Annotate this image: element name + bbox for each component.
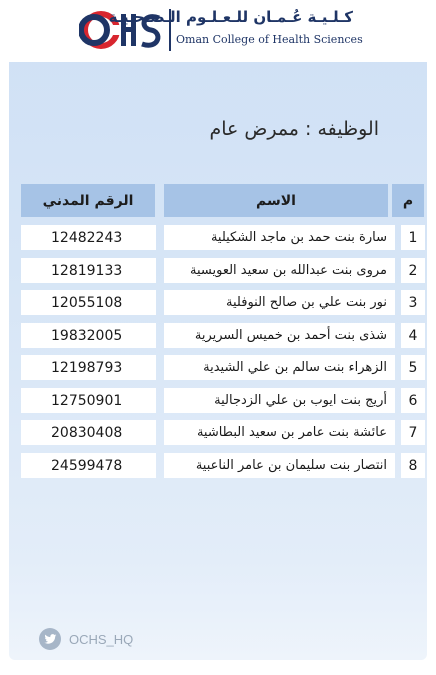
candidate-name: عائشة بنت عامر بن سعيد البطاشية — [164, 420, 395, 445]
civil-id: 12482243 — [21, 225, 156, 250]
row-number: 8 — [401, 453, 425, 478]
college-name-english: Oman College of Health Sciences — [176, 33, 363, 46]
candidate-name: نور بنت علي بن صالح النوفلية — [164, 290, 395, 315]
row-number: 1 — [401, 225, 425, 250]
candidate-name: الزهراء بنت سالم بن علي الشيدية — [164, 355, 395, 380]
row-number: 4 — [401, 323, 425, 348]
row-number: 2 — [401, 258, 425, 283]
civil-id: 12198793 — [21, 355, 156, 380]
candidate-name: سارة بنت حمد بن ماجد الشكيلية — [164, 225, 395, 250]
announcement-card — [9, 0, 427, 660]
row-number: 5 — [401, 355, 425, 380]
footer — [39, 628, 133, 650]
column-header-name: الاسم — [164, 184, 388, 217]
civil-id: 12055108 — [21, 290, 156, 315]
civil-id: 12750901 — [21, 388, 156, 413]
candidate-name: أريج بنت ايوب بن علي الزدجالية — [164, 388, 395, 413]
candidate-name: شذى بنت أحمد بن خميس السريرية — [164, 323, 395, 348]
candidate-name: مروى بنت عبدالله بن سعيد العويسية — [164, 258, 395, 283]
civil-id: 12819133 — [21, 258, 156, 283]
civil-id: 20830408 — [21, 420, 156, 445]
row-number: 3 — [401, 290, 425, 315]
column-header-civil-id: الرقم المدني — [21, 184, 155, 217]
civil-id: 19832005 — [21, 323, 156, 348]
civil-id: 24599478 — [21, 453, 156, 478]
column-header-number: م — [392, 184, 424, 217]
row-number: 7 — [401, 420, 425, 445]
candidate-name: انتصار بنت سليمان بن عامر الناعبية — [164, 453, 395, 478]
twitter-handle: OCHS_HQ — [69, 631, 134, 647]
row-number: 6 — [401, 388, 425, 413]
college-header — [9, 0, 427, 62]
twitter-icon — [39, 628, 61, 650]
college-name-arabic: كـلـيـة عُـمـان للـعـلـوم الـصـحـيـة — [108, 8, 353, 26]
job-title: الوظيفه : ممرض عام — [209, 118, 379, 140]
